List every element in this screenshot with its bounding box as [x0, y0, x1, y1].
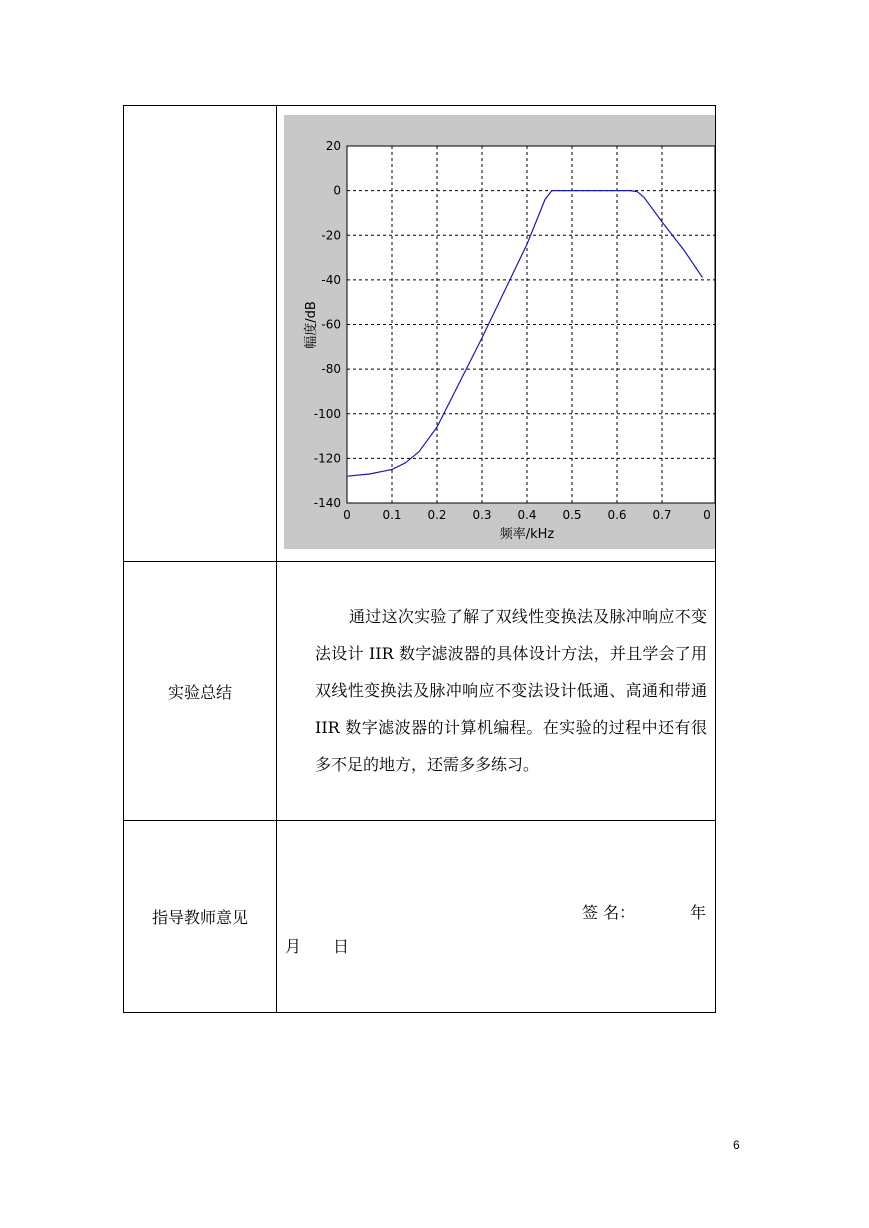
x-axis-label: 频率/kHz	[499, 527, 555, 542]
x-tick-label: 0.4	[517, 508, 537, 522]
x-tick-label: 0.2	[427, 508, 447, 522]
y-tick-label: 20	[325, 139, 341, 153]
x-tick-label: 0.3	[472, 508, 492, 522]
y-tick-label: -20	[321, 228, 341, 243]
summary-label: 实验总结	[124, 562, 277, 821]
y-axis-label: 幅度/dB	[304, 301, 319, 349]
advisor-label: 指导教师意见	[124, 821, 277, 1013]
y-tick-label: 0	[333, 183, 341, 198]
x-tick-label: 0	[703, 508, 711, 522]
summary-row	[124, 562, 716, 821]
x-tick-label: 0.7	[652, 508, 672, 522]
report-table	[123, 105, 716, 1013]
x-tick-label: 0.5	[562, 508, 582, 522]
magnitude-response-chart	[284, 115, 715, 549]
chart-cell	[277, 106, 716, 562]
summary-text: 通过这次实验了解了双线性变换法及脉冲响应不变法设计 IIR 数字滤波器的具体设计方法，并且学会了用双线性变换法及脉冲响应不变法设计低通、高通和带通 IIR 数字滤波器的计算机编程。在实验的过程中还有很多不足的地方，还需多多练习。	[315, 607, 707, 774]
year-label: 年	[690, 903, 707, 922]
signature-label: 签 名：	[582, 903, 636, 922]
x-tick-label: 0.1	[382, 508, 402, 522]
month-day-label: 月 日	[285, 937, 350, 956]
y-tick-label: -80	[321, 362, 341, 377]
y-tick-label: -60	[321, 317, 341, 332]
chart-row	[124, 106, 716, 562]
x-tick-label: 0	[343, 508, 351, 522]
chart-row-label-cell	[124, 106, 277, 562]
y-tick-label: -100	[313, 406, 341, 421]
advisor-cell	[277, 821, 716, 1013]
y-tick-label: -40	[321, 272, 341, 287]
page-number: 6	[733, 1138, 740, 1152]
chart-container	[277, 106, 715, 561]
x-tick-label: 0.6	[607, 508, 627, 522]
y-tick-label: -140	[313, 496, 341, 510]
summary-cell	[277, 562, 716, 821]
y-tick-label: -120	[313, 451, 341, 466]
